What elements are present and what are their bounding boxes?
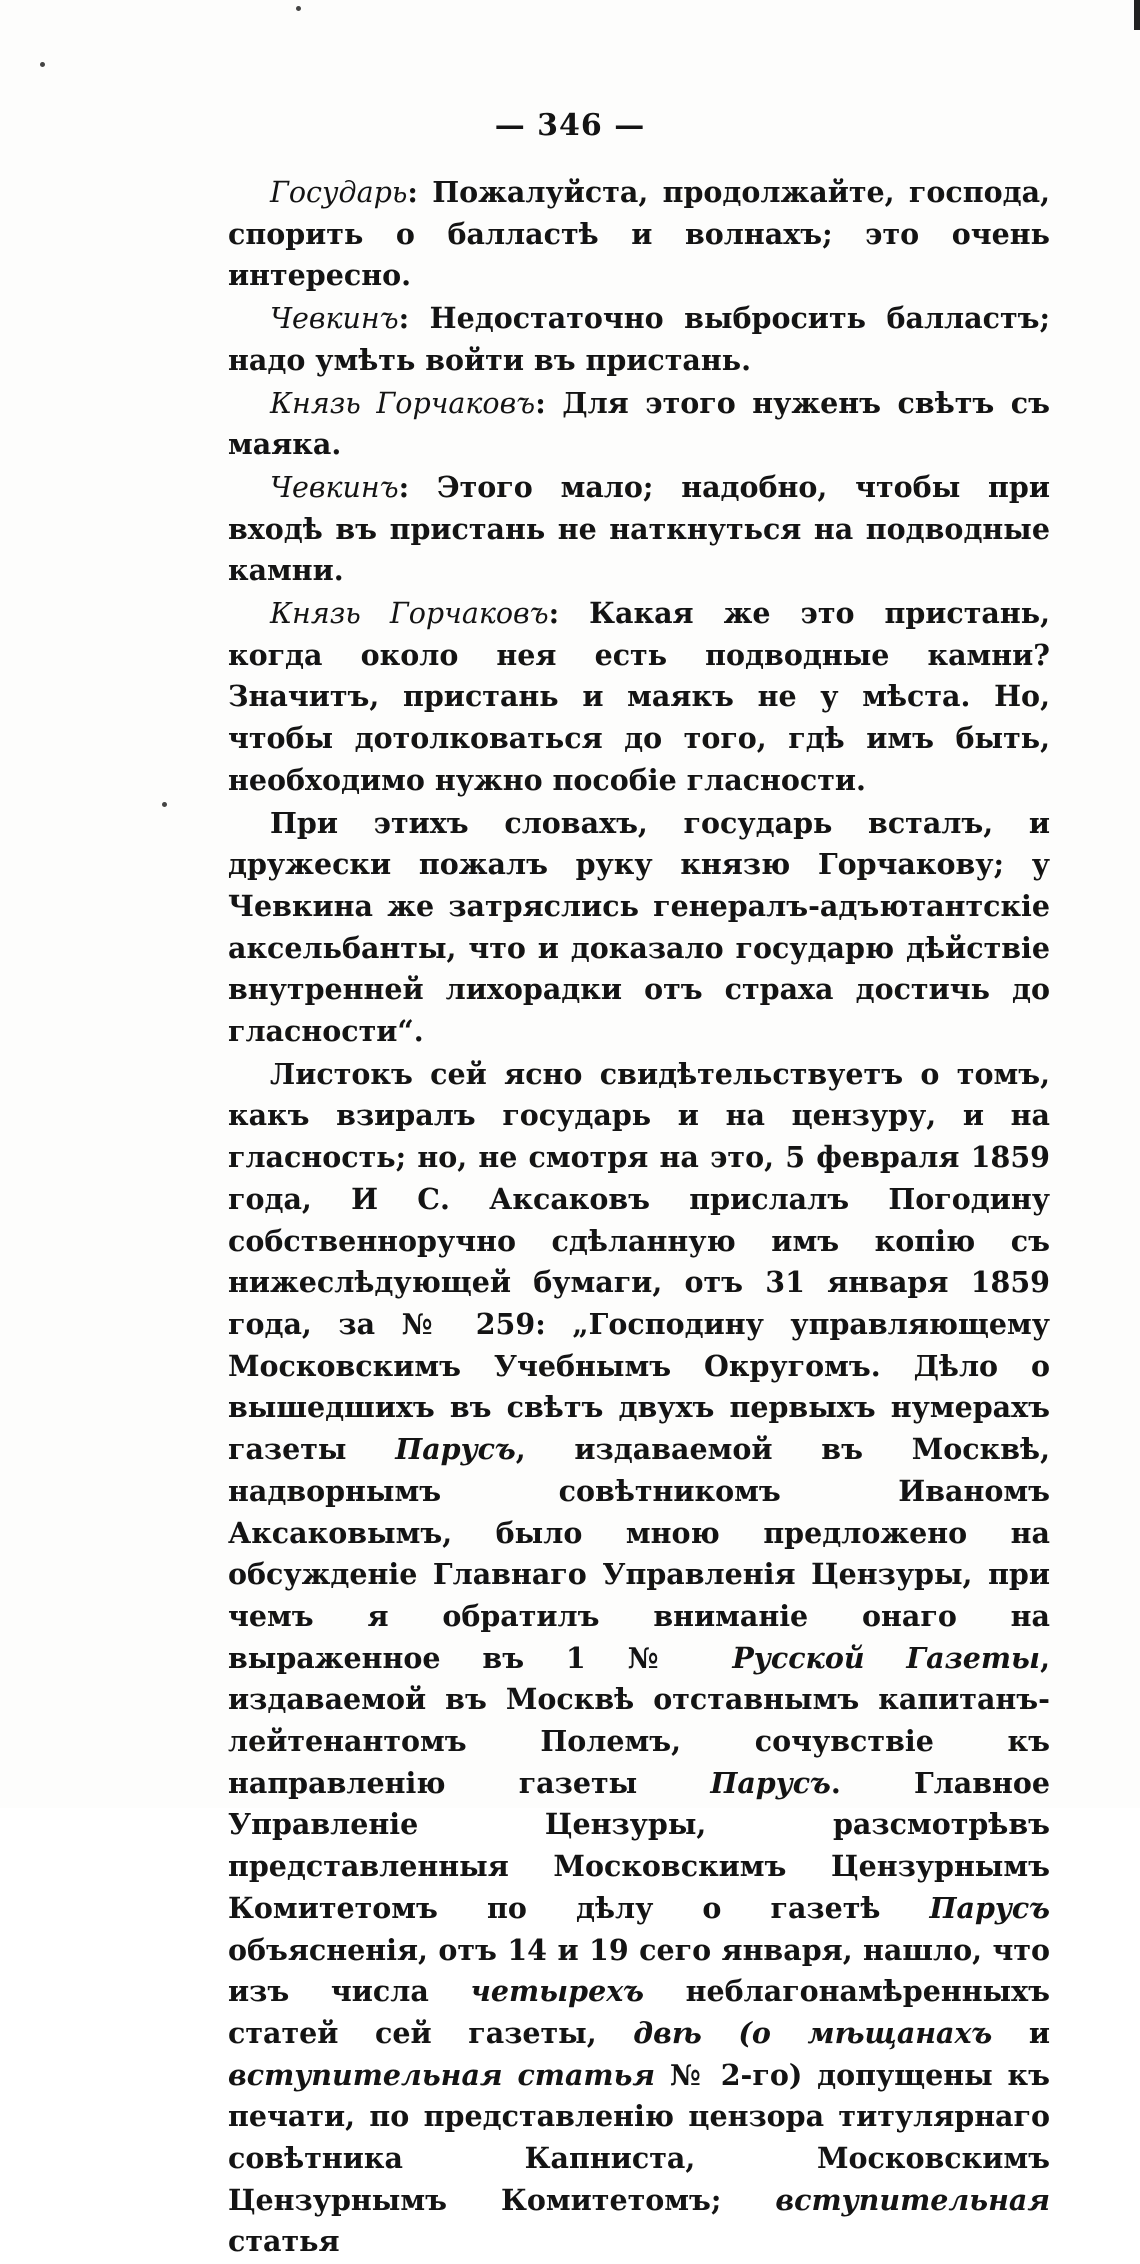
narrative-text: и: [992, 2015, 1051, 2050]
narrative-paragraph: [228, 1054, 1050, 2263]
speaker-name: Чевкинъ: [270, 302, 399, 336]
print-speck: [40, 62, 45, 67]
dialogue-paragraph: [228, 467, 1050, 592]
dialogue-paragraph: [228, 593, 1050, 802]
dialogue-paragraph: [228, 298, 1050, 381]
print-speck: [296, 6, 301, 11]
emphasis-text: вступительная статья: [228, 2057, 656, 2092]
narrative-text: , издаваемой въ Москвѣ отставнымъ капитанъ-лейтенантомъ Полемъ, сочувствіе къ направленію газеты: [228, 1640, 1050, 1800]
dialogue-paragraph: [228, 383, 1050, 466]
dialogue-paragraph: [228, 172, 1050, 297]
narrative-text: № 2-го) допущены къ печати, по представленію цензора титулярнаго совѣтника Капниста, Московскимъ Цензурнымъ Комитетомъ;: [228, 2057, 1050, 2217]
dialogue-text: : Этого мало; надобно, чтобы при входѣ въ пристань не наткнуться на подводные камни.: [228, 469, 1050, 588]
speaker-name: Чевкинъ: [270, 470, 399, 504]
narrative-paragraph: [228, 803, 1050, 1053]
dialogue-text: : Недостаточно выбросить балластъ; надо умѣть войти въ пристань.: [228, 301, 1050, 377]
narrative-text: При этихъ словахъ, государь всталъ, и дружески пожалъ руку князю Горчакову; у Чевкина же затряслись генералъ-адъютантскіе аксельбанты, что и доказало государю дѣйствіе внутренней лихорадки отъ страха достичь до гласности“.: [228, 805, 1050, 1049]
speaker-name: Князь Горчаковъ: [270, 386, 536, 420]
dialogue-text: : Для этого нуженъ свѣтъ съ маяка.: [228, 385, 1050, 462]
emphasis-text: двѣ (о мѣщанахъ: [633, 2015, 993, 2050]
narrative-text: статья: [228, 2224, 340, 2259]
narrative-text: , издаваемой въ Москвѣ, надворнымъ совѣтникомъ Иваномъ Аксаковымъ, было мною предложено на обсужденіе Главнаго Управленія Цензуры, при чемъ я обратилъ вниманіе онаго на выраженное въ 1 №: [228, 1432, 1050, 1675]
speaker-name: Князь Горчаковъ: [270, 597, 549, 631]
emphasis-text: вступительная: [775, 2182, 1050, 2217]
newspaper-title: Парусъ: [395, 1432, 516, 1467]
newspaper-title: Парусъ: [929, 1890, 1050, 1925]
narrative-text: . Главное Управленіе Цензуры, разсмотрѣвъ представленныя Московскимъ Цензурнымъ Комитетомъ по дѣлу о газетѣ: [228, 1765, 1050, 1925]
narrative-text: Листокъ сей ясно свидѣтельствуетъ о томъ, какъ взиралъ государь и на цензуру, и на гласность; но, не смотря на это, 5 февраля 1859 года, И С. Аксаковъ прислалъ Погодину собственноручно сдѣланную имъ копію съ нижеслѣдующей бумаги, отъ 31 января 1859 года, за № 259: „Господину управляющему Московскимъ Учебнымъ Округомъ. Дѣло о вышедшихъ въ свѣтъ двухъ первыхъ нумерахъ газеты: [228, 1056, 1050, 1467]
page-edge-mark: [1134, 0, 1140, 30]
narrative-text: объясненія, отъ 14 и 19 сего января, нашло, что изъ числа: [228, 1932, 1050, 2009]
dialogue-text: : Какая же это пристань, когда около нея есть подводные камни? Значитъ, пристань и маякъ не у мѣста. Но, чтобы дотолковаться до того, гдѣ имъ быть, необходимо нужно пособіе гласности.: [228, 596, 1050, 797]
narrative-text: неблагонамѣренныхъ статей сей газеты,: [228, 1974, 1050, 2050]
newspaper-title: Русской Газеты: [732, 1640, 1041, 1675]
page-number: — 346 —: [494, 108, 646, 143]
body-text: [228, 172, 1050, 2264]
emphasis-text: четырехъ: [470, 1974, 644, 2009]
dialogue-text: : Пожалуйста, продолжайте, господа, спорить о балластѣ и волнахъ; это очень интересно.: [228, 175, 1050, 293]
newspaper-title: Парусъ: [710, 1765, 831, 1800]
speaker-name: Государь: [270, 176, 408, 209]
print-speck: [162, 802, 167, 807]
